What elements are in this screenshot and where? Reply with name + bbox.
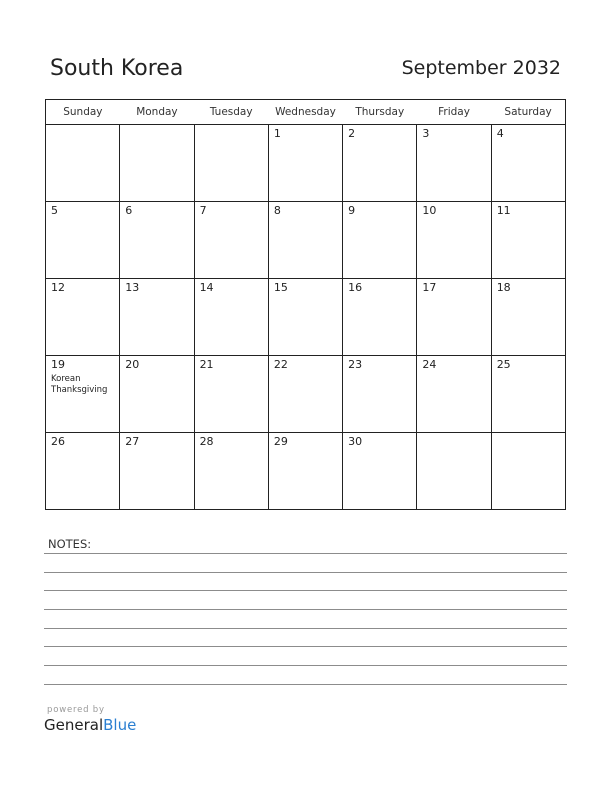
day-number: 16 xyxy=(348,281,363,294)
day-cell xyxy=(120,279,194,356)
day-number: 3 xyxy=(422,127,430,140)
day-cell xyxy=(194,433,268,510)
day-number: 11 xyxy=(496,204,511,217)
day-number: 4 xyxy=(496,127,504,140)
day-number: 2 xyxy=(348,127,356,140)
notes-label: NOTES: xyxy=(48,537,92,551)
day-number: 9 xyxy=(348,204,356,217)
day-cell xyxy=(194,125,268,202)
day-number: 24 xyxy=(422,358,437,371)
day-number: 21 xyxy=(199,358,214,371)
week-row xyxy=(46,279,566,356)
country-title: South Korea xyxy=(50,56,184,81)
day-cell xyxy=(120,356,194,433)
week-row xyxy=(46,433,566,510)
day-number: 6 xyxy=(125,204,133,217)
day-number: 8 xyxy=(273,204,281,217)
note-line xyxy=(44,572,567,573)
generalblue-logo[interactable] xyxy=(44,716,136,734)
weekday-header: Sunday xyxy=(46,100,120,125)
day-cell xyxy=(491,125,565,202)
day-cell xyxy=(417,125,491,202)
week-row xyxy=(46,202,566,279)
day-number: 14 xyxy=(199,281,214,294)
brand-accent: Blue xyxy=(103,716,137,734)
day-number: 13 xyxy=(125,281,140,294)
day-cell xyxy=(417,433,491,510)
day-cell xyxy=(268,356,342,433)
day-number: 20 xyxy=(125,358,140,371)
day-number: 27 xyxy=(125,435,140,448)
weekday-header: Wednesday xyxy=(268,100,342,125)
week-row xyxy=(46,356,566,433)
weekday-header: Saturday xyxy=(491,100,565,125)
day-cell xyxy=(343,125,417,202)
note-line xyxy=(44,609,567,610)
day-number: 30 xyxy=(348,435,363,448)
day-cell xyxy=(268,279,342,356)
weekday-header: Thursday xyxy=(343,100,417,125)
day-cell xyxy=(417,356,491,433)
day-cell xyxy=(194,356,268,433)
day-cell xyxy=(194,202,268,279)
day-cell xyxy=(120,125,194,202)
day-number: 12 xyxy=(51,281,65,294)
day-number: 22 xyxy=(273,358,288,371)
day-number: 5 xyxy=(51,204,58,217)
day-cell xyxy=(46,202,120,279)
day-cell xyxy=(491,202,565,279)
day-cell xyxy=(491,279,565,356)
day-cell xyxy=(417,279,491,356)
day-number: 7 xyxy=(199,204,207,217)
weekday-header: Friday xyxy=(417,100,491,125)
note-line xyxy=(44,553,567,554)
day-cell xyxy=(46,279,120,356)
brand-main: General xyxy=(44,716,104,734)
month-title: September 2032 xyxy=(401,57,561,79)
day-number: 29 xyxy=(273,435,288,448)
day-cell xyxy=(491,433,565,510)
day-number: 23 xyxy=(348,358,363,371)
day-cell xyxy=(417,202,491,279)
day-cell xyxy=(343,202,417,279)
day-number: 10 xyxy=(422,204,437,217)
day-cell xyxy=(491,356,565,433)
day-cell xyxy=(268,125,342,202)
day-cell xyxy=(120,433,194,510)
calendar-grid xyxy=(45,99,566,510)
day-cell xyxy=(46,356,120,433)
note-line xyxy=(44,646,567,647)
holiday-label: Korean Thanksgiving xyxy=(51,374,108,395)
day-cell xyxy=(343,279,417,356)
note-line xyxy=(44,684,567,685)
week-row xyxy=(46,125,566,202)
note-line xyxy=(44,665,567,666)
weekday-header-row xyxy=(46,100,566,125)
day-cell xyxy=(343,433,417,510)
day-cell xyxy=(268,202,342,279)
day-number: 28 xyxy=(199,435,214,448)
day-number: 26 xyxy=(51,435,65,448)
day-number: 18 xyxy=(496,281,511,294)
weekday-header: Monday xyxy=(120,100,194,125)
note-line xyxy=(44,590,567,591)
day-number: 19 xyxy=(51,358,65,371)
day-number: 17 xyxy=(422,281,437,294)
day-cell xyxy=(120,202,194,279)
day-number: 1 xyxy=(273,127,281,140)
day-cell xyxy=(194,279,268,356)
powered-by-text: powered by xyxy=(47,705,105,715)
day-number: 15 xyxy=(273,281,288,294)
day-cell xyxy=(268,433,342,510)
weekday-header: Tuesday xyxy=(194,100,268,125)
day-cell xyxy=(46,433,120,510)
note-line xyxy=(44,628,567,629)
day-cell xyxy=(343,356,417,433)
day-cell xyxy=(46,125,120,202)
day-number: 25 xyxy=(496,358,511,371)
